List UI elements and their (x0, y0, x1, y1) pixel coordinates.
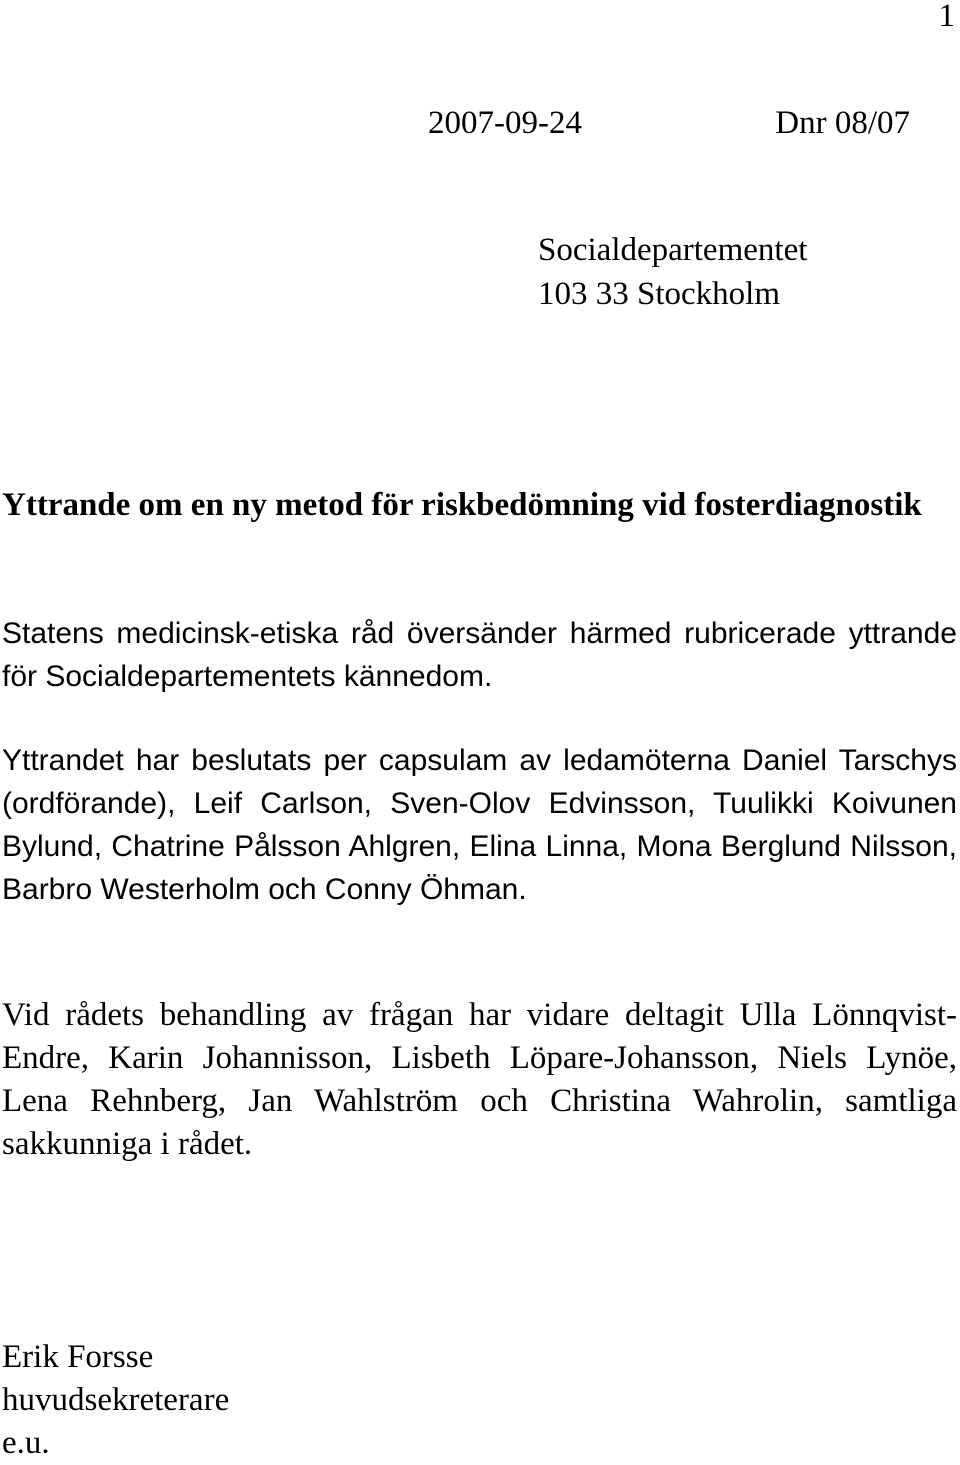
paragraph-decision-members: Yttrandet har beslutats per capsulam av ledamöterna Daniel Tarschys (ordförande), Leif Carlson, Sven-Olov Edvinsson, Tuulikki Koivunen Bylund, Chatrine Pålsson Ahlgren, Elina Linna, Mona Berglund Nilsson, Barbro Westerholm och Conny Öhman. (2, 744, 957, 906)
subject-heading: Yttrande om en ny metod för riskbedömning vid fosterdiagnostik (2, 487, 922, 523)
signature-name: Erik Forsse (2, 1339, 154, 1375)
signature-title: huvudsekreterare (2, 1382, 230, 1418)
recipient-address (538, 228, 807, 316)
paragraph-intro: Statens medicinsk-etiska råd översänder härmed rubricerade yttrande för Socialdepartementets kännedom. (2, 617, 957, 693)
signature-block (2, 1336, 229, 1465)
recipient-postal-address: 103 33 Stockholm (538, 276, 781, 312)
recipient-name: Socialdepartementet (538, 232, 808, 268)
signature-note: e.u. (2, 1425, 50, 1461)
paragraph-participants: Vid rådets behandling av frågan har vidare deltagit Ulla Lönnqvist-Endre, Karin Johannisson, Lisbeth Löpare-Johansson, Niels Lynöe, Lena Rehnberg, Jan Wahlström och Christina Wahrolin, samtliga sakkunniga i rådet. (2, 997, 957, 1162)
page-number: 1 (938, 0, 955, 34)
document-date: 2007-09-24 (428, 105, 582, 141)
document-reference-number: Dnr 08/07 (775, 105, 910, 141)
